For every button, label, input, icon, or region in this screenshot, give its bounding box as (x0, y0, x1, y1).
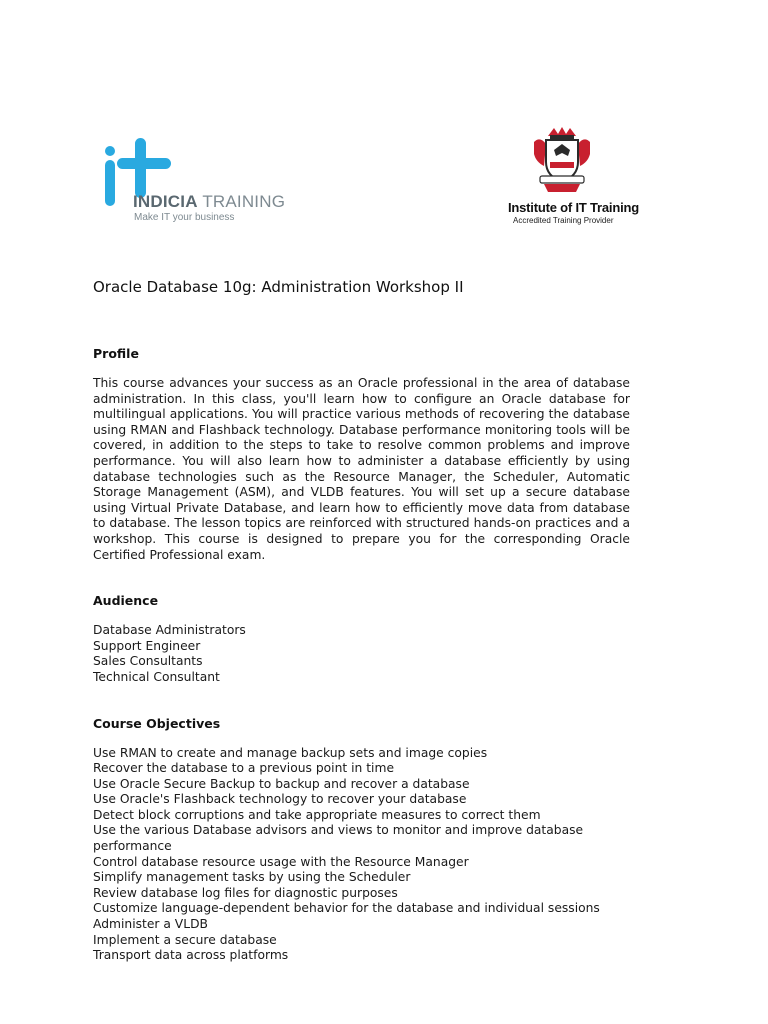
profile-heading: Profile (93, 346, 139, 361)
institute-name: Institute of IT Training (508, 200, 639, 215)
list-item: Technical Consultant (93, 669, 220, 684)
list-item: Use RMAN to create and manage backup sets and image copies (93, 745, 488, 760)
list-item: Review database log files for diagnostic purposes (93, 885, 398, 900)
course-objectives-heading: Course Objectives (93, 715, 221, 731)
list-item: Use Oracle's Flashback technology to recover your database (93, 792, 467, 807)
list-item: Transport data across platforms (93, 948, 289, 963)
profile-text: This course advances your success as an Oracle professional in the area of database administration. In this class, you'll learn how to configure an Oracle database for multilingual applications. You will practice various methods of recovering the database using RMAN and Flashback technology. Database performance monitoring tools will be covered, in addition to the steps to take to resolve common problems and improve performance. You will also learn how to administer a database efficiently by using database technologies such as the Resource Manager, the Scheduler, Automatic Storage Management (ASM), and VLDB features. You will set up a secure database using Virtual Private Database, and learn how to efficiently move data from database to database. The lesson topics are reinforced with structured hands-on practices and a workshop. This course is designed to prepare you for the corresponding Oracle Certified Professional exam. (93, 376, 630, 562)
list-item: Control database resource usage with the Resource Manager (93, 854, 469, 869)
document-title: Oracle Database 10g: Administration Workshop II (93, 278, 464, 296)
document-body (93, 276, 630, 964)
list-item: Sales Consultants (93, 654, 203, 669)
list-item: Detect block corruptions and take appropriate measures to correct them (93, 807, 541, 822)
list-item: Use Oracle Secure Backup to backup and recover a database (93, 776, 470, 791)
list-item: Customize language-dependent behavior for the database and individual sessions (93, 901, 600, 916)
list-item: Database Administrators (93, 623, 246, 638)
list-item: Recover the database to a previous point in time (93, 761, 395, 776)
list-item: Use the various Database advisors and views to monitor and improve database performance (93, 823, 584, 854)
list-item: Implement a secure database (93, 932, 277, 947)
indicia-wordmark (133, 192, 285, 212)
audience-heading: Audience (93, 593, 159, 609)
indicia-tagline: Make IT your business (134, 212, 235, 223)
list-item: Simplify management tasks by using the Scheduler (93, 870, 411, 885)
indicia-name-light: TRAINING (202, 192, 286, 211)
audience-list (93, 623, 630, 685)
course-objectives-list (93, 746, 630, 964)
institute-crest-icon (530, 126, 594, 196)
indicia-training-logo (103, 136, 303, 228)
indicia-name-bold: INDICIA (133, 192, 198, 211)
institute-it-training-logo (498, 126, 639, 231)
list-item: Administer a VLDB (93, 917, 208, 932)
institute-tagline: Accredited Training Provider (513, 216, 614, 225)
list-item: Support Engineer (93, 638, 201, 653)
